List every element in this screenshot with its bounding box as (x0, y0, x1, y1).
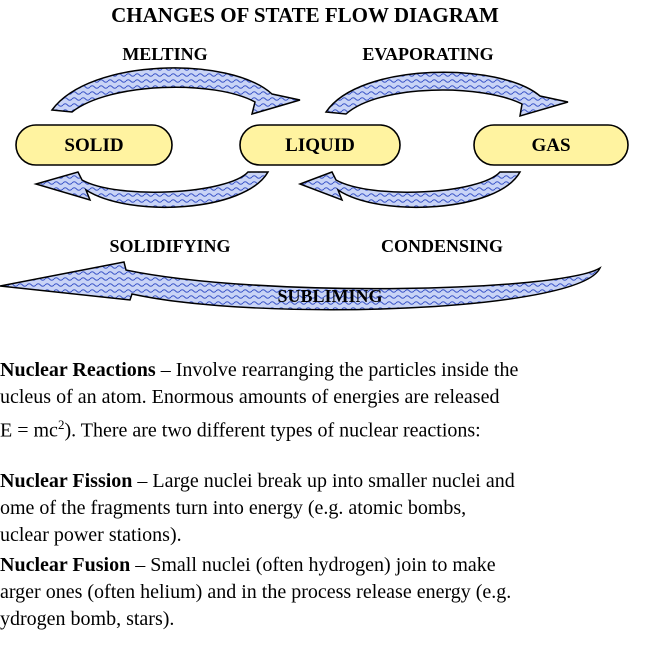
melting-label: MELTING (122, 44, 208, 64)
condensing-label: CONDENSING (380, 236, 504, 256)
solidifying-arrow (36, 172, 268, 207)
text-line: Nuclear Fission – Large nuclei break up into smaller nuclei and (0, 470, 515, 492)
text-line: ucleus of an atom. Enormous amounts of energies are released (0, 386, 500, 408)
text-line: ydrogen bomb, stars). (0, 608, 175, 630)
melting-arrow (52, 68, 300, 114)
subliming-label: SUBLIMING (277, 286, 383, 306)
nuclear-reactions-paragraph (0, 357, 660, 445)
condensing-arrow (300, 172, 520, 207)
nuclear-fission-term: Nuclear Fission (0, 470, 133, 492)
nuclear-fission-paragraph (0, 468, 660, 549)
nuclear-reactions-term: Nuclear Reactions (0, 359, 156, 381)
diagram-title: CHANGES OF STATE FLOW DIAGRAM (111, 3, 499, 27)
nuclear-fusion-paragraph (0, 552, 660, 633)
solid-label: SOLID (64, 135, 124, 156)
text-line: Nuclear Fusion – Small nuclei (often hydrogen) join to make (0, 554, 496, 576)
text-line: $E = mc^2$). There are two different types of nuclear reactions: (0, 417, 481, 442)
gas-label: GAS (531, 135, 571, 156)
nuclear-fusion-term: Nuclear Fusion (0, 554, 131, 576)
text-line: uclear power stations). (0, 524, 182, 546)
evaporating-label: EVAPORATING (362, 44, 494, 64)
solidifying-label: SOLIDIFYING (109, 236, 231, 256)
evaporating-arrow (326, 72, 568, 116)
text-line: arger ones (often helium) and in the process release energy (e.g. (0, 581, 512, 603)
text-line: ome of the fragments turn into energy (e.g. atomic bombs, (0, 497, 467, 519)
text-line: Nuclear Reactions – Involve rearranging the particles inside the (0, 359, 519, 381)
liquid-label: LIQUID (285, 135, 355, 156)
